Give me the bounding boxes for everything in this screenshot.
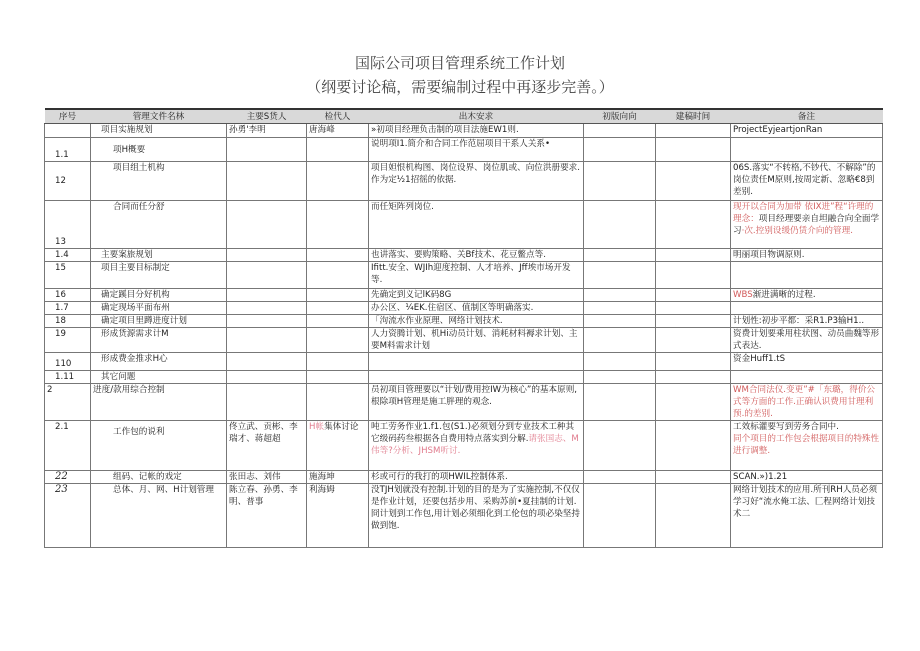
row-note: 明丽项目物调原则. [731,249,883,262]
row-checker: 利海姆 [307,484,369,548]
note-highlight: 现开以合同为加带 依IX进”程“许理的理念： [733,202,874,224]
note-text: 工效标灌要写到劳务合同中. [733,422,839,432]
table-row [45,289,883,302]
row-owner: 张田志、刘伟 [227,471,307,484]
row-number: 1.7 [45,302,91,315]
header-row [45,109,883,124]
row-note [731,421,883,471]
row-requirement: »初项目经理负击制的项目法施EW1则. [369,124,584,138]
table-row [45,201,883,249]
table-row [45,138,883,162]
table-row [45,484,883,548]
row-number [45,124,91,138]
row-checker [307,421,369,471]
row-name: 确定项目里蹲进度计划 [91,315,227,328]
header-cell: 初版向向 [584,109,656,124]
document-subtitle: （纲要讨论稿，需要编制过程中再逐步完善。） [306,78,614,96]
row-requirement: 也讲落实、要购策略、关Bf技术、花豆鳖点等. [369,249,584,262]
row-note: SCAN.»)1.21 [731,471,883,484]
row-requirement: 杉或可行的我打的项HWIL控制体系. [369,471,584,484]
table-row [45,353,883,371]
row-note: 资费计划要乘用柱状图、动员曲魏等形式表达. [731,328,883,353]
checker-highlight: H帐 [309,422,325,432]
row-name: 确定蹊目分好机构 [91,289,227,302]
row-owner: 佟立武、贡彬、李瑞才、蒋超超 [227,421,307,471]
note-text: 项目经理要亲自坦融合向全面学习 [733,214,880,236]
table-row [45,262,883,289]
row-name: 总体、月、网、H计划管理 [91,484,227,548]
table-row [45,249,883,262]
header-cell: 出木安求 [369,109,584,124]
header-cell: 管理文件名林 [91,109,227,124]
row-name: 进度/款用综合控制 [91,384,227,421]
row-owner: 陈立春、孙勇、李明、普事 [227,484,307,548]
row-number: 110 [45,353,91,371]
row-requirement: 没TJH划就没有控制.计划的目的是为了实施控制,不仅仅是作业计划，还要包括步用、采购苏前•夏挂制的计划. 冏计划到工作包,用计划必须细化到工伦包的项必染坚持做到饱. [369,484,584,548]
row-note: 计划性:初步平都：采R1.P3输H1.. [731,315,883,328]
row-name: 项目组土机构 [91,162,227,201]
row-requirement: 项目妲恨机构图、岗位设界、岗位肌或、向位洪册要求. 作为定½1招徭的依据. [369,162,584,201]
row-number: 23 [45,484,91,548]
header-cell: 主要S货人 [227,109,307,124]
row-checker: 唐海峰 [307,124,369,138]
table-row [45,384,883,421]
requirement-highlight: 请张国志、M伟等?分析、JHSM听讨. [371,434,579,456]
row-requirement [369,421,584,471]
row-name: 组码、记帐的戏定 [91,471,227,484]
table-row [45,124,883,138]
note-highlight: WBS [733,290,753,300]
row-note: ProjectEyjeartjonRan [731,124,883,138]
header-cell: 序号 [45,109,91,124]
row-note: WM合同法仪.变更”#「东璐，得价公式等方面的工作.正确认识费用甘理利预.的差别. [731,384,883,421]
row-number: 19 [45,328,91,353]
header-cell: 建稿时间 [656,109,731,124]
checker-text: 集体讨论 [324,422,359,432]
row-name: 其它问题 [91,371,227,384]
table-row [45,302,883,315]
row-owner: 孙勇'李明 [227,124,307,138]
row-note: 资金Huff1.tS [731,353,883,371]
document-title: 国际公司项目管理系统工作计划 [354,54,565,72]
note-highlight: ·次.控别设缓仍赁介向的管理. [741,226,853,236]
row-requirement: 员初项目管理要以“计划/费用控IW为核心”的基本原则,根除项H管理是施工胖理的观念. [369,384,584,421]
row-number: 1.4 [45,249,91,262]
row-number: 12 [45,162,91,201]
row-requirement: 先确定到义记lK码8G [369,289,584,302]
row-requirement: 「泃流水作业原理、网络计划技术. [369,315,584,328]
table-row [45,315,883,328]
row-note [731,289,883,302]
row-number: 16 [45,289,91,302]
row-note [731,201,883,249]
table-row [45,162,883,201]
row-requirement: 人力资腾计划、机Hi动员计划、消耗材料褥求计划、主要M料需求计划 [369,328,584,353]
row-checker: 施海坤 [307,471,369,484]
row-number: 22 [45,471,91,484]
row-name: 主要案旅规划 [91,249,227,262]
row-number: 13 [45,201,91,249]
header-cell: 检代人 [307,109,369,124]
table-row [45,471,883,484]
row-requirement: 办公区、¼EK.住宿区、值制区等明确落实. [369,302,584,315]
row-name: 合同而任分舒 [91,201,227,249]
row-requirement: 说明项I1.简介和合同工作范屈项目干系人关系• [369,138,584,162]
table-row [45,421,883,471]
row-number: 2.1 [45,421,91,471]
row-requirement: 而任矩阵列岗位. [369,201,584,249]
row-name: 工作包的说利 [91,421,227,471]
table-row [45,371,883,384]
row-number: 2 [45,384,91,421]
row-requirement: Ifitt.安全、WJIh迎度控制、人才培养、Jff埃市场开发等. [369,262,584,289]
row-name: 形成费金推求H心 [91,353,227,371]
row-name: 确定现场平面布州 [91,302,227,315]
note-highlight: 同个项目的工作包会根据项目的特殊性进行调整. [733,434,880,456]
table-row [45,328,883,353]
row-number: 18 [45,315,91,328]
row-name: 项目主要目标制定 [91,262,227,289]
row-number: 1.1 [45,138,91,162]
row-note: 网络计划技术的应用.所刊RH人员必须学习好“流水俺工法、匚程网络计划技术二 [731,484,883,548]
row-name: 项目实施规划 [91,124,227,138]
note-text: 渐进满晰的过程. [752,290,816,300]
row-name: 形成货源需求计M [91,328,227,353]
row-number: 1.11 [45,371,91,384]
row-number: 15 [45,262,91,289]
row-name: 项H概要 [91,138,227,162]
header-cell: 备注 [731,109,883,124]
requirement-text: 吨工劳务作业1.f1.包(S1.)必须划分到专业技术工种其它级码药叁根据各自费用特点落实到分解. [371,422,575,444]
work-plan-table [44,108,883,548]
row-note: 06S.落实“不转格,不钞代、不解除”的岗位责任M原则,按周定新、忽略€8到差别. [731,162,883,201]
